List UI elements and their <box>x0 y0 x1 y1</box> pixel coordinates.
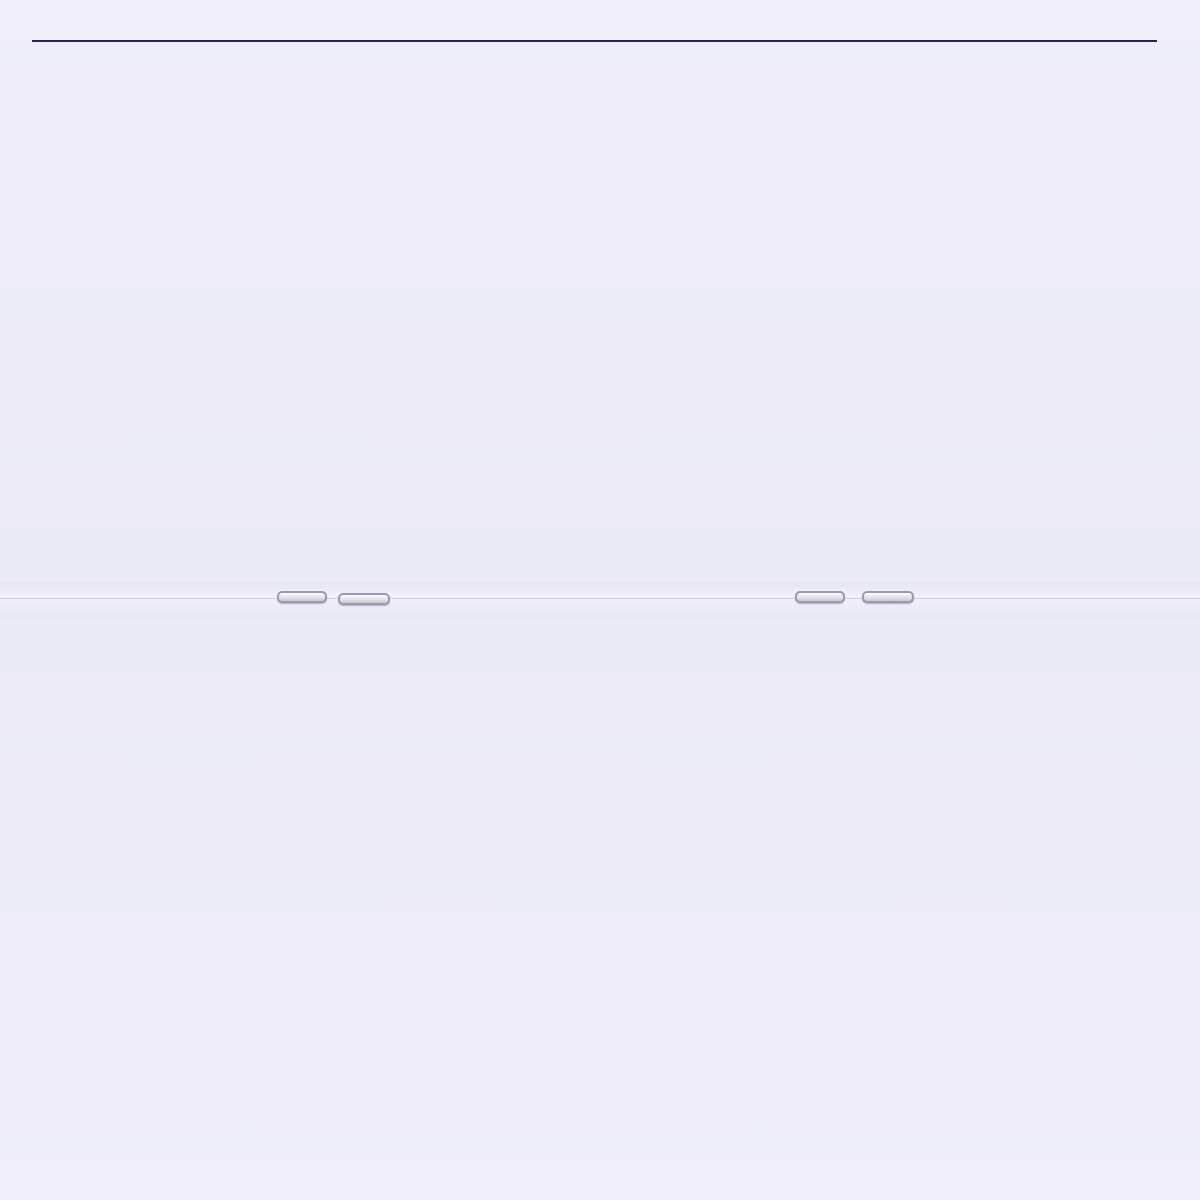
booklet-fold <box>0 582 1200 618</box>
column-rules <box>32 618 1157 1160</box>
header-date <box>107 41 169 101</box>
header-deposit-credit <box>809 41 958 101</box>
staple-left-b <box>338 593 390 605</box>
staple-right-b <box>862 591 914 603</box>
fold-crease <box>0 598 1200 599</box>
register-top-section <box>32 41 1157 581</box>
register-bottom-section <box>32 618 1157 1160</box>
staple-left-a <box>277 591 327 603</box>
column-header-row <box>32 41 1157 101</box>
header-fee <box>735 41 772 101</box>
column-rules <box>32 41 1157 581</box>
header-check-t <box>772 41 809 101</box>
header-balance <box>958 41 1157 101</box>
header-item-no <box>32 41 107 101</box>
header-payment-debit <box>587 41 735 101</box>
staple-right-a <box>795 591 845 603</box>
header-description <box>169 41 587 101</box>
